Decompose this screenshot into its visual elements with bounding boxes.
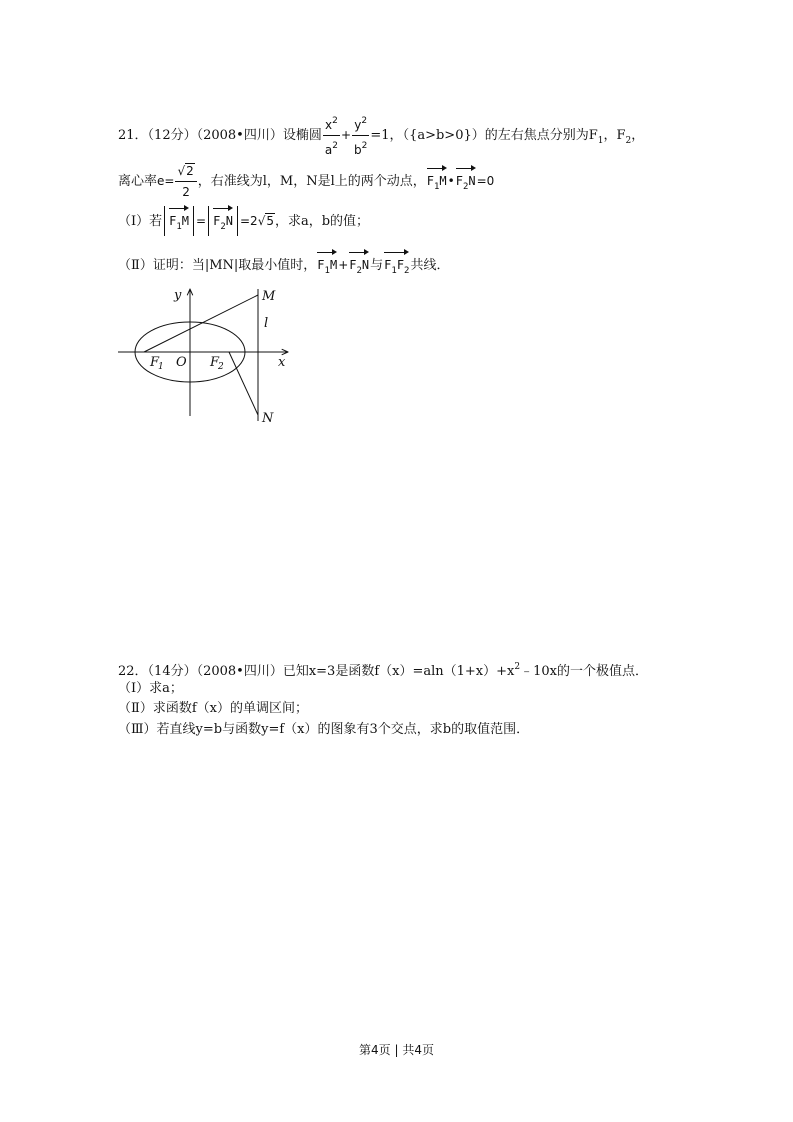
segment-F2N [229, 352, 258, 415]
label-F1-sub: 1 [158, 362, 164, 372]
score: （12分） [147, 128, 197, 143]
vec-text: M [181, 214, 190, 228]
vec-text: F [455, 174, 463, 188]
vec-text: N [468, 174, 476, 188]
label-F2: F [210, 355, 220, 370]
text: ，右准线为l，M，N是l上的两个动点， [197, 174, 426, 189]
vec-text: F [426, 174, 434, 188]
vec-text: F [213, 214, 221, 228]
label-l: l [264, 316, 269, 331]
vector-F2N [213, 206, 233, 236]
vec-text: F [317, 258, 325, 272]
vector-F2N [349, 250, 369, 280]
sub: 2 [404, 266, 410, 276]
vector-F2N [456, 166, 476, 196]
label-F2-sub: 2 [218, 362, 224, 372]
frac-den: b [354, 143, 362, 157]
sqrt5: √5 [257, 214, 274, 228]
vec-text: F [396, 258, 405, 272]
fraction-y2-b2 [352, 112, 369, 159]
text: （Ⅱ）证明：当|MN|取最小值时， [118, 258, 317, 273]
text: + [338, 258, 349, 272]
radicand: 5 [266, 214, 274, 228]
exp: 2 [332, 141, 338, 151]
page-footer: 第4页 | 共4页 [359, 1043, 434, 1057]
text: 离心率 [118, 174, 158, 189]
q22-header [118, 658, 648, 681]
text: ，求a，b的值； [274, 214, 370, 229]
exp: 2 [361, 141, 368, 151]
text: 与 [370, 258, 384, 273]
sub: 1 [434, 182, 440, 192]
sub: 1 [324, 266, 330, 276]
text: 的左右焦点分别为F [484, 128, 598, 143]
ellipse-figure [112, 283, 312, 428]
vector-F1M [317, 250, 337, 280]
abs-F1M [164, 206, 194, 236]
vec-text: M [439, 174, 447, 188]
text: =0 [476, 174, 495, 188]
text: ， [631, 128, 645, 143]
exp: 2 [332, 116, 338, 126]
vec-text: F [169, 214, 177, 228]
text: 设椭圆 [282, 128, 322, 143]
sub: 1 [391, 266, 397, 276]
q21-part1: （Ⅰ）若 $F_1M = F_2N =2√5$，求a，b的值； [118, 206, 369, 236]
label-y: y [174, 288, 182, 303]
vector-F1F2 [384, 250, 409, 280]
source: （2008•四川） [196, 128, 283, 143]
vec-text: F [349, 258, 357, 272]
vec-text: N [225, 214, 233, 228]
frac-num: x [325, 118, 333, 132]
sub: 1 [597, 136, 604, 146]
q22-part2: （Ⅱ）求函数f（x）的单调区间； [118, 701, 308, 716]
q21-part2 [118, 250, 449, 280]
vec-text: N [361, 258, 370, 272]
sqrt: √2 [177, 164, 194, 178]
q22-part1: （Ⅰ）求a； [118, 681, 183, 696]
frac-num: y [354, 118, 362, 132]
text: =1， [370, 128, 403, 143]
text: 共线． [410, 258, 450, 273]
sub: 1 [176, 222, 182, 232]
sub: 2 [356, 266, 362, 276]
fraction-x2-a2 [323, 112, 340, 159]
q21-line2: 离心率e= $\frac{√2}{2}$ ，右准线为l，M，N是l上的两个动点，$F_1M•F_2N=0$ [118, 164, 495, 199]
sub: 2 [625, 136, 632, 146]
label-F1: F [150, 355, 160, 370]
sub: 2 [220, 222, 226, 232]
frac-bar [175, 181, 196, 182]
frac-bar [352, 135, 369, 136]
text: 22．（14分）（2008•四川）已知x=3是函数f（x）=aln（1+x）+x [118, 664, 515, 679]
exp: 2 [514, 662, 521, 672]
exp: 2 [361, 116, 368, 126]
label-N: N [262, 411, 274, 426]
sub: 2 [462, 182, 469, 192]
label-O: O [176, 355, 187, 370]
vec-text: F [384, 258, 392, 272]
text: ，F [603, 128, 626, 143]
segment-F1M [144, 295, 258, 352]
q22-part3: （Ⅲ）若直线y=b与函数y=f（x）的图象有3个交点，求b的取值范围． [118, 722, 530, 737]
frac-den: 2 [182, 185, 190, 199]
label-x: x [278, 355, 286, 370]
question-number: 21． [118, 128, 148, 143]
abs-F2N [208, 206, 238, 236]
condition: （{a>b>0}） [402, 128, 485, 143]
text: （Ⅰ）若 [118, 214, 163, 229]
vec-text: M [329, 258, 338, 272]
radicand: 2 [186, 164, 194, 178]
label-M: M [262, 289, 276, 304]
frac-den: a [324, 143, 333, 157]
text: ﹣10x的一个极值点． [520, 664, 648, 679]
q21-line1: 21．（12分）（2008•四川）设椭圆 $\frac{x^2}{a^2}$ + $\frac{y^2}{b^2}$ =1，（{a>b>0}）的左右焦点分别为$F_1$，$F_2$， [118, 112, 644, 159]
vector-F1M [427, 166, 447, 196]
frac-bar [323, 135, 340, 136]
fraction-sqrt2-2 [175, 162, 196, 201]
text: =2 [239, 214, 258, 228]
vector-F1M [169, 206, 189, 236]
text: e= [157, 174, 175, 188]
